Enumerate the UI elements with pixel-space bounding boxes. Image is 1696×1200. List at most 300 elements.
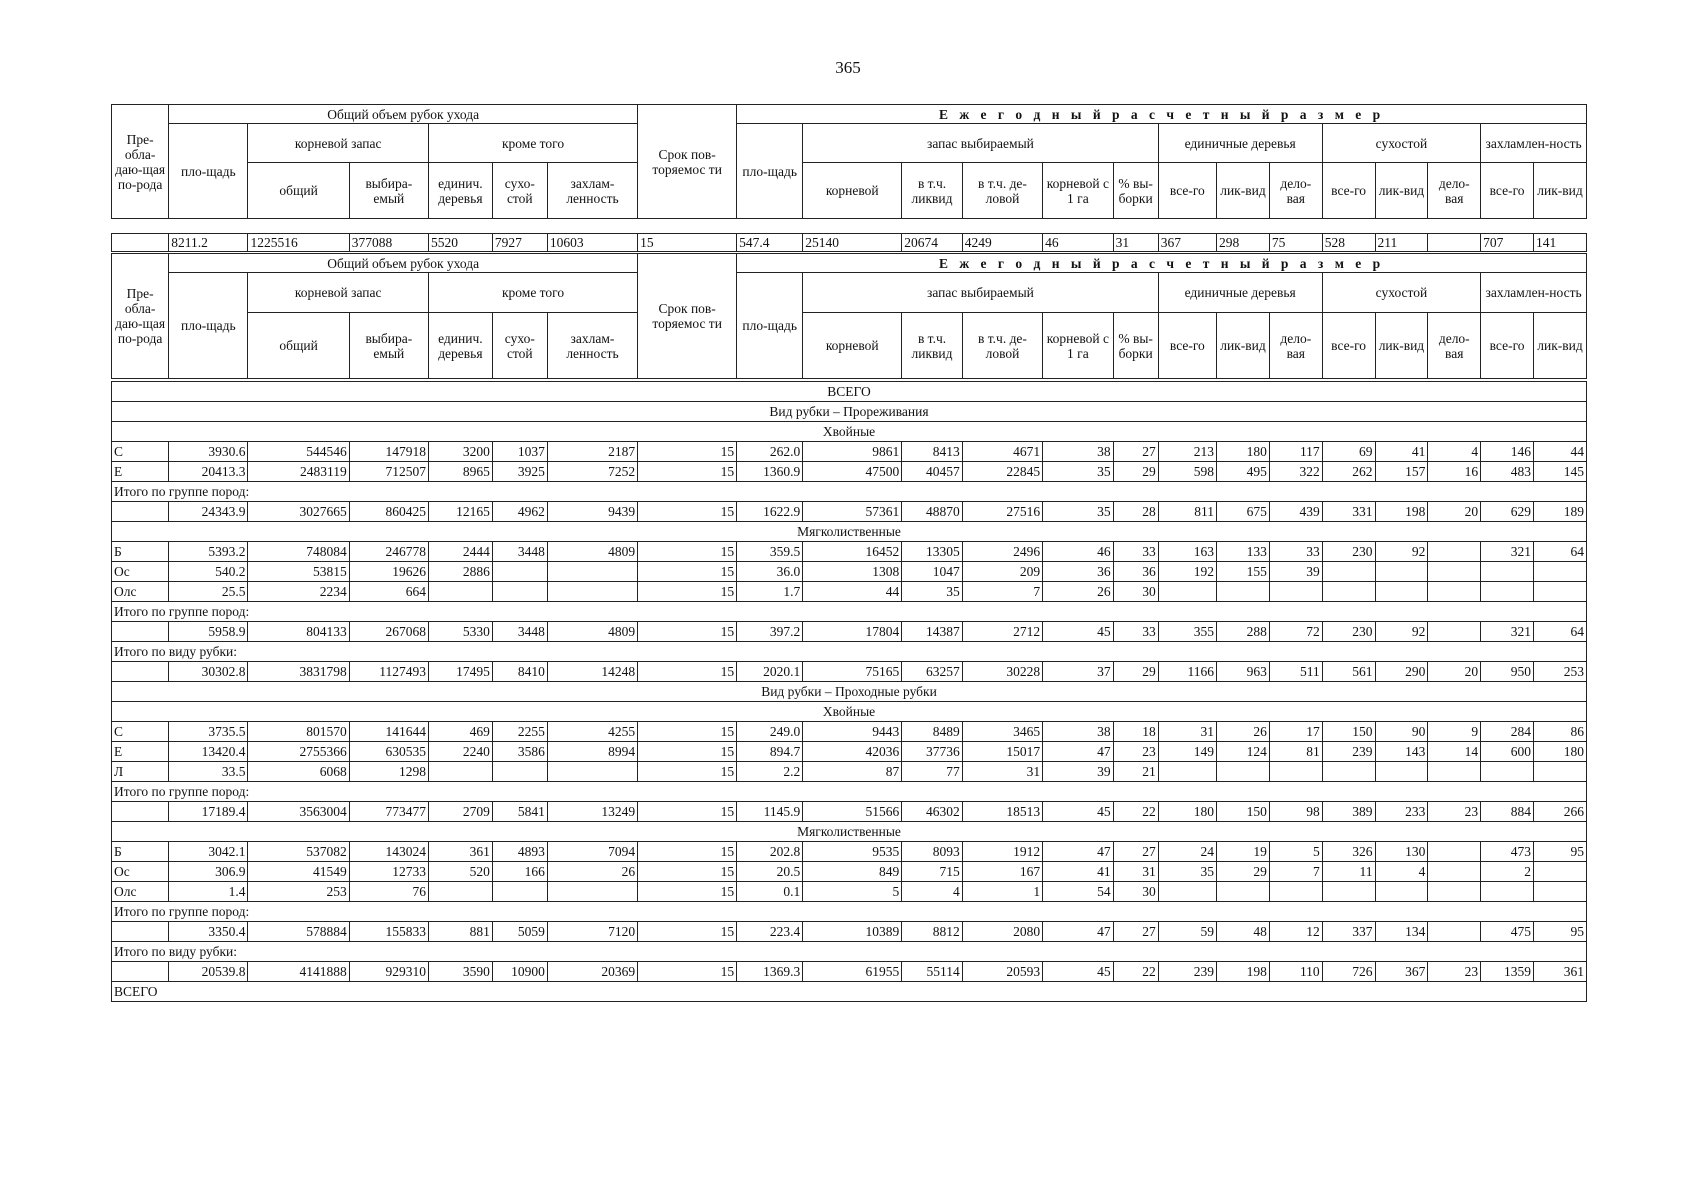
value-cell: 629 <box>1481 502 1534 522</box>
value-cell: 3586 <box>492 742 547 762</box>
value-cell: 223.4 <box>737 922 803 942</box>
subtotal-label: Итого по группе пород: <box>112 482 1587 502</box>
header-all-2: все-го <box>1322 163 1375 219</box>
value-cell: 4893 <box>492 842 547 862</box>
value-cell: 35 <box>902 582 963 602</box>
value-cell: 321 <box>1481 542 1534 562</box>
table-row <box>112 622 1587 642</box>
subtotal-label: Итого по группе пород: <box>112 602 1587 622</box>
value-cell: 475 <box>1481 922 1534 942</box>
value-cell <box>1217 882 1270 902</box>
value-cell: 213 <box>1158 442 1216 462</box>
value-cell: 57361 <box>803 502 902 522</box>
value-cell: 45 <box>1043 962 1113 982</box>
value-cell <box>429 882 493 902</box>
value-cell: 45 <box>1043 622 1113 642</box>
value-cell: 1359 <box>1481 962 1534 982</box>
value-cell <box>1534 882 1587 902</box>
value-cell: 884 <box>1481 802 1534 822</box>
header-deadwood-short: сухо-стой <box>492 313 547 379</box>
value-cell: 95 <box>1534 842 1587 862</box>
value-cell: 1912 <box>962 842 1042 862</box>
value-cell: 2255 <box>492 722 547 742</box>
value-cell: 9 <box>1428 722 1481 742</box>
first-row-cell: 211 <box>1375 234 1428 252</box>
value-cell: 7 <box>962 582 1042 602</box>
first-row-cell: 25140 <box>803 234 902 252</box>
first-row-cell: 367 <box>1158 234 1216 252</box>
value-cell: 41 <box>1043 862 1113 882</box>
table-row <box>112 502 1587 522</box>
value-cell: 19626 <box>349 562 428 582</box>
value-cell: 288 <box>1217 622 1270 642</box>
value-cell: 3042.1 <box>169 842 248 862</box>
value-cell: 9535 <box>803 842 902 862</box>
value-cell <box>547 562 637 582</box>
value-cell: 3350.4 <box>169 922 248 942</box>
value-cell: 1166 <box>1158 662 1216 682</box>
value-cell: 39 <box>1269 562 1322 582</box>
value-cell <box>429 762 493 782</box>
value-cell: 110 <box>1269 962 1322 982</box>
value-cell <box>1428 542 1481 562</box>
value-cell: 26 <box>1217 722 1270 742</box>
first-row-cell: 141 <box>1534 234 1587 252</box>
table-header-top <box>111 104 1587 219</box>
value-cell: 25.5 <box>169 582 248 602</box>
value-cell: 36 <box>1043 562 1113 582</box>
value-cell: 155833 <box>349 922 428 942</box>
value-cell: 53815 <box>248 562 349 582</box>
value-cell: 150 <box>1322 722 1375 742</box>
value-cell <box>1481 882 1534 902</box>
value-cell: 20 <box>1428 662 1481 682</box>
value-cell: 4 <box>1375 862 1428 882</box>
value-cell: 48 <box>1217 922 1270 942</box>
first-row-label-cell <box>112 234 169 252</box>
section-heading-row <box>112 682 1587 702</box>
value-cell: 950 <box>1481 662 1534 682</box>
value-cell <box>1534 582 1587 602</box>
value-cell: 2755366 <box>248 742 349 762</box>
value-cell <box>1481 762 1534 782</box>
first-row-cell: 20674 <box>902 234 963 252</box>
value-cell: 36 <box>1113 562 1158 582</box>
value-cell: 7094 <box>547 842 637 862</box>
value-cell: 1308 <box>803 562 902 582</box>
value-cell: 46302 <box>902 802 963 822</box>
header-period: Срок пов-торяемос ти <box>638 254 737 379</box>
section-heading-row <box>112 382 1587 402</box>
value-cell: 150 <box>1217 802 1270 822</box>
value-cell: 64 <box>1534 622 1587 642</box>
first-row-cell: 377088 <box>349 234 428 252</box>
value-cell: 27 <box>1113 842 1158 862</box>
section-heading-row <box>112 402 1587 422</box>
value-cell <box>1375 562 1428 582</box>
species-cell: Б <box>112 542 169 562</box>
value-cell: 3831798 <box>248 662 349 682</box>
subtotal-label: Итого по группе пород: <box>112 782 1587 802</box>
species-cell <box>112 922 169 942</box>
value-cell: 1298 <box>349 762 428 782</box>
value-cell: 86 <box>1534 722 1587 742</box>
value-cell: 849 <box>803 862 902 882</box>
value-cell <box>1534 862 1587 882</box>
species-cell: Ос <box>112 562 169 582</box>
value-cell <box>547 882 637 902</box>
value-cell: 811 <box>1158 502 1216 522</box>
value-cell: 26 <box>1043 582 1113 602</box>
value-cell: 44 <box>1534 442 1587 462</box>
header-area: пло-щадь <box>169 124 248 219</box>
section-heading: Мягколиственные <box>112 522 1587 542</box>
value-cell: 14 <box>1428 742 1481 762</box>
value-cell: 4962 <box>492 502 547 522</box>
value-cell: 1369.3 <box>737 962 803 982</box>
value-cell: 30302.8 <box>169 662 248 682</box>
value-cell: 8093 <box>902 842 963 862</box>
value-cell: 2187 <box>547 442 637 462</box>
value-cell <box>1375 882 1428 902</box>
value-cell: 87 <box>803 762 902 782</box>
section-heading: Вид рубки – Прореживания <box>112 402 1587 422</box>
value-cell: 3563004 <box>248 802 349 822</box>
value-cell: 1622.9 <box>737 502 803 522</box>
value-cell <box>492 582 547 602</box>
value-cell: 33 <box>1113 622 1158 642</box>
value-cell: 180 <box>1158 802 1216 822</box>
value-cell: 230 <box>1322 542 1375 562</box>
subtotal-label: ВСЕГО <box>112 982 1587 1002</box>
value-cell: 675 <box>1217 502 1270 522</box>
header-liquid-1: лик-вид <box>1217 163 1270 219</box>
value-cell: 246778 <box>349 542 428 562</box>
value-cell: 13305 <box>902 542 963 562</box>
first-row-cell: 4249 <box>962 234 1042 252</box>
value-cell: 9439 <box>547 502 637 522</box>
value-cell: 59 <box>1158 922 1216 942</box>
value-cell: 44 <box>803 582 902 602</box>
value-cell: 361 <box>1534 962 1587 982</box>
header-deadwood: сухостой <box>1322 273 1480 313</box>
value-cell: 389 <box>1322 802 1375 822</box>
value-cell: 47500 <box>803 462 902 482</box>
value-cell: 29 <box>1113 462 1158 482</box>
section-heading-row <box>112 422 1587 442</box>
value-cell: 15 <box>638 662 737 682</box>
header-root: корневой <box>803 163 902 219</box>
value-cell: 46 <box>1043 542 1113 562</box>
value-cell: 37736 <box>902 742 963 762</box>
header-root-per-ha: корневой с 1 га <box>1043 313 1113 379</box>
value-cell: 22 <box>1113 802 1158 822</box>
value-cell: 147918 <box>349 442 428 462</box>
value-cell: 331 <box>1322 502 1375 522</box>
header-selectable: выбира-емый <box>349 313 428 379</box>
value-cell: 63257 <box>902 662 963 682</box>
value-cell <box>1428 842 1481 862</box>
subtotal-label-row <box>112 602 1587 622</box>
value-cell: 198 <box>1375 502 1428 522</box>
section-heading-row <box>112 702 1587 722</box>
value-cell: 2496 <box>962 542 1042 562</box>
header-single-trees: единичные деревья <box>1158 273 1322 313</box>
value-cell: 180 <box>1534 742 1587 762</box>
value-cell: 20 <box>1428 502 1481 522</box>
header-business-2: дело-вая <box>1428 163 1481 219</box>
value-cell: 31 <box>1158 722 1216 742</box>
table-header-repeat <box>111 253 1587 379</box>
value-cell: 163 <box>1158 542 1216 562</box>
header-pct-selection: % вы-борки <box>1113 163 1158 219</box>
header-selectable: выбира-емый <box>349 163 428 219</box>
section-heading: Вид рубки – Проходные рубки <box>112 682 1587 702</box>
value-cell: 5059 <box>492 922 547 942</box>
value-cell <box>1269 762 1322 782</box>
value-cell: 7120 <box>547 922 637 942</box>
value-cell: 630535 <box>349 742 428 762</box>
value-cell: 1360.9 <box>737 462 803 482</box>
value-cell: 4809 <box>547 622 637 642</box>
species-cell: Л <box>112 762 169 782</box>
value-cell: 249.0 <box>737 722 803 742</box>
page-number: 365 <box>835 58 861 77</box>
value-cell: 860425 <box>349 502 428 522</box>
value-cell: 4809 <box>547 542 637 562</box>
species-cell: Олс <box>112 882 169 902</box>
value-cell: 17804 <box>803 622 902 642</box>
first-row-cell: 10603 <box>547 234 637 252</box>
value-cell: 3448 <box>492 622 547 642</box>
value-cell: 804133 <box>248 622 349 642</box>
value-cell <box>1481 582 1534 602</box>
value-cell: 64 <box>1534 542 1587 562</box>
value-cell: 1037 <box>492 442 547 462</box>
value-cell: 26 <box>547 862 637 882</box>
value-cell: 157 <box>1375 462 1428 482</box>
header-period: Срок пов-торяемос ти <box>638 105 737 219</box>
value-cell: 27 <box>1113 442 1158 462</box>
value-cell: 290 <box>1375 662 1428 682</box>
value-cell: 20593 <box>962 962 1042 982</box>
first-row-cell: 15 <box>638 234 737 252</box>
header-root: корневой <box>803 313 902 379</box>
value-cell: 578884 <box>248 922 349 942</box>
value-cell: 397.2 <box>737 622 803 642</box>
value-cell: 337 <box>1322 922 1375 942</box>
value-cell <box>1428 622 1481 642</box>
first-row-cell: 5520 <box>429 234 493 252</box>
value-cell: 2712 <box>962 622 1042 642</box>
value-cell: 748084 <box>248 542 349 562</box>
header-litter-short: захлам-ленность <box>547 163 637 219</box>
table-row <box>112 882 1587 902</box>
value-cell: 355 <box>1158 622 1216 642</box>
value-cell: 7252 <box>547 462 637 482</box>
value-cell: 3200 <box>429 442 493 462</box>
value-cell: 929310 <box>349 962 428 982</box>
species-cell: Ос <box>112 862 169 882</box>
species-cell <box>112 802 169 822</box>
value-cell: 520 <box>429 862 493 882</box>
value-cell: 31 <box>1113 862 1158 882</box>
species-cell: Олс <box>112 582 169 602</box>
header-single-trees: единичные деревья <box>1158 124 1322 163</box>
value-cell <box>1428 582 1481 602</box>
value-cell <box>547 762 637 782</box>
value-cell: 15 <box>638 802 737 822</box>
header-business-1: дело-вая <box>1269 313 1322 379</box>
value-cell: 773477 <box>349 802 428 822</box>
value-cell: 41 <box>1375 442 1428 462</box>
table-row <box>112 762 1587 782</box>
value-cell: 262.0 <box>737 442 803 462</box>
value-cell: 30 <box>1113 882 1158 902</box>
section-heading-row <box>112 522 1587 542</box>
value-cell <box>1428 762 1481 782</box>
section-heading: Мягколиственные <box>112 822 1587 842</box>
value-cell <box>1158 762 1216 782</box>
value-cell: 17189.4 <box>169 802 248 822</box>
table-row <box>112 862 1587 882</box>
header-total-volume: Общий объем рубок ухода <box>169 105 638 124</box>
value-cell <box>1375 762 1428 782</box>
value-cell: 544546 <box>248 442 349 462</box>
value-cell: 1.4 <box>169 882 248 902</box>
value-cell: 33 <box>1113 542 1158 562</box>
header-annual-cut: Е ж е г о д н ы й р а с ч е т н ы й р а з м е р <box>737 105 1587 124</box>
first-data-row <box>111 233 1587 252</box>
value-cell: 3930.6 <box>169 442 248 462</box>
first-row-cell: 8211.2 <box>169 234 248 252</box>
species-cell <box>112 662 169 682</box>
value-cell: 2483119 <box>248 462 349 482</box>
value-cell: 192 <box>1158 562 1216 582</box>
header-liquid-2: лик-вид <box>1375 163 1428 219</box>
value-cell: 55114 <box>902 962 963 982</box>
value-cell: 37 <box>1043 662 1113 682</box>
value-cell: 29 <box>1113 662 1158 682</box>
value-cell: 15 <box>638 562 737 582</box>
table-row <box>112 802 1587 822</box>
value-cell: 511 <box>1269 662 1322 682</box>
value-cell: 239 <box>1322 742 1375 762</box>
value-cell: 38 <box>1043 722 1113 742</box>
table-row <box>112 922 1587 942</box>
value-cell: 8410 <box>492 662 547 682</box>
value-cell: 23 <box>1113 742 1158 762</box>
value-cell: 9443 <box>803 722 902 742</box>
value-cell: 209 <box>962 562 1042 582</box>
value-cell <box>1322 562 1375 582</box>
header-total-volume: Общий объем рубок ухода <box>169 254 638 273</box>
value-cell: 95 <box>1534 922 1587 942</box>
first-row-cell: 75 <box>1269 234 1322 252</box>
header-incl-business: в т.ч. де-ловой <box>962 313 1042 379</box>
value-cell <box>1322 582 1375 602</box>
value-cell: 3735.5 <box>169 722 248 742</box>
value-cell <box>492 562 547 582</box>
header-litter: захламлен-ность <box>1481 124 1587 163</box>
value-cell: 8965 <box>429 462 493 482</box>
header-all-3: все-го <box>1481 163 1534 219</box>
value-cell: 18 <box>1113 722 1158 742</box>
value-cell: 202.8 <box>737 842 803 862</box>
value-cell: 41549 <box>248 862 349 882</box>
value-cell: 15 <box>638 462 737 482</box>
header-root-stock: корневой запас <box>248 273 428 313</box>
value-cell: 1047 <box>902 562 963 582</box>
value-cell: 963 <box>1217 662 1270 682</box>
subtotal-label-row <box>112 902 1587 922</box>
value-cell: 664 <box>349 582 428 602</box>
value-cell: 12733 <box>349 862 428 882</box>
value-cell: 20413.3 <box>169 462 248 482</box>
value-cell: 15 <box>638 742 737 762</box>
value-cell: 2080 <box>962 922 1042 942</box>
value-cell: 540.2 <box>169 562 248 582</box>
first-row-cell: 7927 <box>492 234 547 252</box>
table-row <box>112 562 1587 582</box>
table-row <box>112 662 1587 682</box>
value-cell <box>1269 582 1322 602</box>
subtotal-label-row <box>112 782 1587 802</box>
value-cell: 133 <box>1217 542 1270 562</box>
value-cell: 267068 <box>349 622 428 642</box>
value-cell: 600 <box>1481 742 1534 762</box>
value-cell: 31 <box>962 762 1042 782</box>
value-cell: 51566 <box>803 802 902 822</box>
value-cell: 1145.9 <box>737 802 803 822</box>
header-incl-liquid: в т.ч. ликвид <box>902 313 963 379</box>
value-cell: 321 <box>1481 622 1534 642</box>
header-species: Пре-обла-даю-щая по-рода <box>112 254 169 379</box>
first-row-cell: 547.4 <box>737 234 803 252</box>
value-cell: 726 <box>1322 962 1375 982</box>
value-cell: 15 <box>638 502 737 522</box>
value-cell: 469 <box>429 722 493 742</box>
value-cell: 130 <box>1375 842 1428 862</box>
value-cell: 2.2 <box>737 762 803 782</box>
value-cell <box>1322 882 1375 902</box>
value-cell: 20.5 <box>737 862 803 882</box>
value-cell: 367 <box>1375 962 1428 982</box>
value-cell: 12165 <box>429 502 493 522</box>
value-cell: 20369 <box>547 962 637 982</box>
value-cell: 47 <box>1043 842 1113 862</box>
value-cell: 23 <box>1428 802 1481 822</box>
header-incl-business: в т.ч. де-ловой <box>962 163 1042 219</box>
header-business-1: дело-вая <box>1269 163 1322 219</box>
value-cell: 15 <box>638 542 737 562</box>
header-total: общий <box>248 163 349 219</box>
value-cell: 3027665 <box>248 502 349 522</box>
subtotal-label-row <box>112 482 1587 502</box>
value-cell: 0.1 <box>737 882 803 902</box>
value-cell: 42036 <box>803 742 902 762</box>
value-cell: 2444 <box>429 542 493 562</box>
value-cell: 75165 <box>803 662 902 682</box>
value-cell: 61955 <box>803 962 902 982</box>
value-cell: 1 <box>962 882 1042 902</box>
value-cell: 20539.8 <box>169 962 248 982</box>
value-cell: 2886 <box>429 562 493 582</box>
value-cell: 38 <box>1043 442 1113 462</box>
value-cell: 2709 <box>429 802 493 822</box>
species-cell <box>112 502 169 522</box>
header-single: единич. деревья <box>428 163 492 219</box>
